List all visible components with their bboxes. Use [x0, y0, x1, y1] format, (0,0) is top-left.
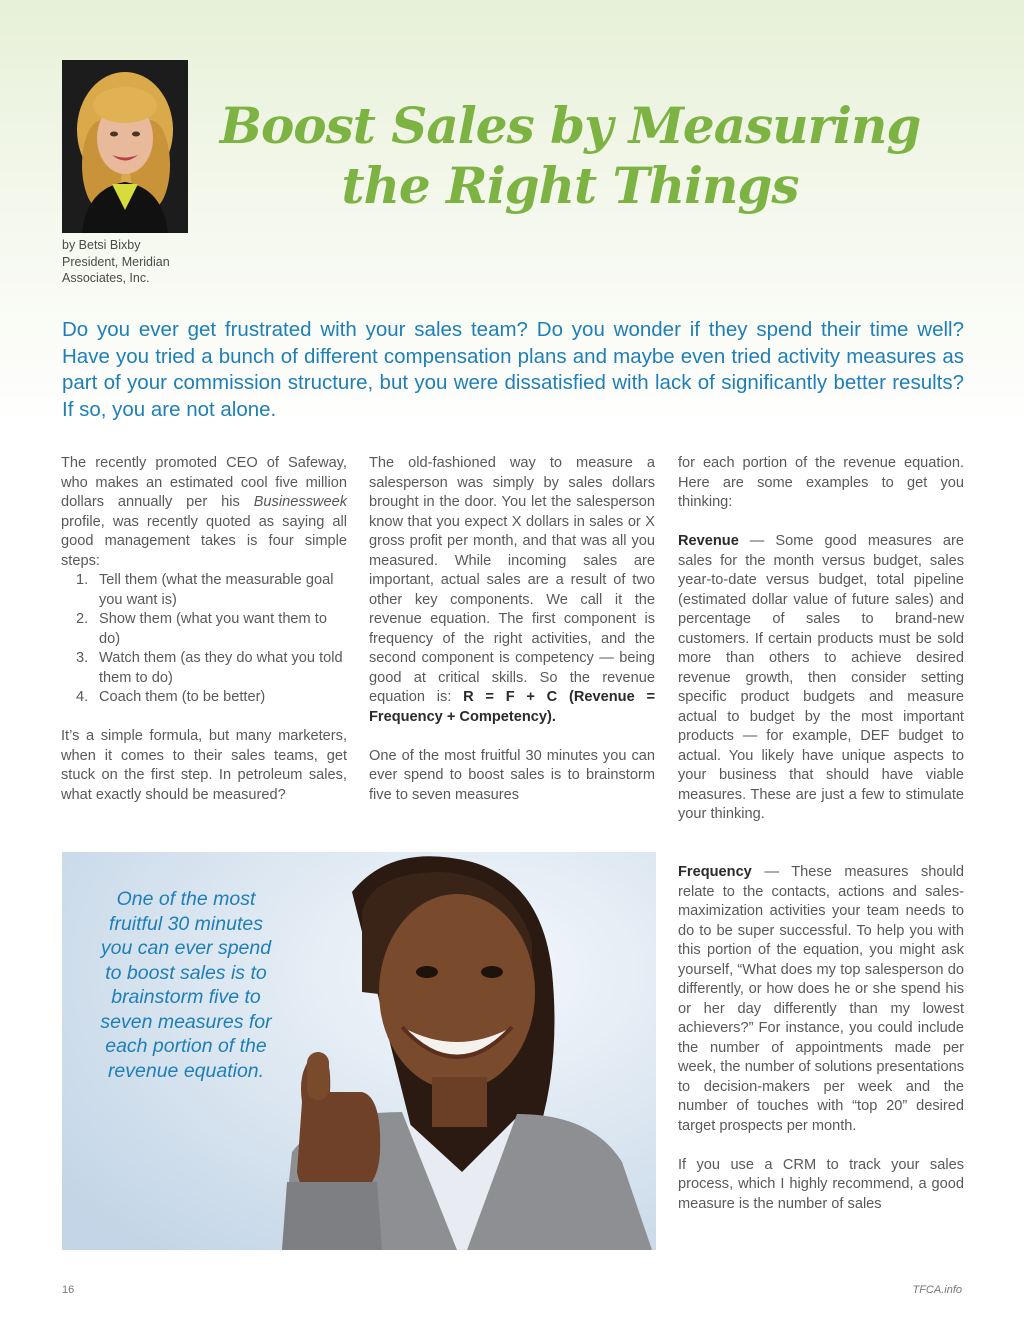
list-item: [61, 649, 347, 688]
pull-quote-line: fruitful 30 minutes: [109, 912, 263, 935]
pull-quote-line: each portion of the: [105, 1035, 267, 1057]
list-item: [61, 610, 347, 649]
col1-intro: [61, 454, 347, 571]
revenue-paragraph: [678, 532, 964, 825]
author-byline: [62, 237, 212, 287]
col1-intro-a: The recently promoted CEO of Safeway, who makes an estimated cool five million dollars annually per his: [61, 455, 347, 510]
list-number: 2.: [76, 611, 89, 627]
pull-quote-line: to boost sales is to: [105, 961, 267, 984]
pull-quote-line: revenue equation.: [107, 1059, 265, 1082]
title-line-2: the Right Things: [341, 156, 799, 215]
list-item: [61, 688, 347, 708]
revenue-label: Revenue: [678, 533, 739, 549]
byline-author: by Betsi Bixby: [62, 238, 141, 252]
list-number: 3.: [76, 650, 89, 666]
article-title: [200, 96, 940, 216]
author-headshot-image: [62, 60, 188, 233]
lead-paragraph: Do you ever get frustrated with your sales team? Do you wonder if they spend their time well? Have you tried a bunch of different compensation plans and maybe even tried activity measures as part of your commission structure, but you were dissatisfied with lack of significantly better results? If so, you are not alone.: [62, 318, 964, 421]
revenue-text: — Some good measures are sales for the month versus budget, sales year-to-date versus budget, total pipeline (estimated dollar value of future sales) and percentage of sales to brand-new customers. If certain products must be sold more than others to achieve desired revenue growth, then consider setting specific product budgets and measure actual to budget by the most important products — for example, DEF budget to actual. You likely have unique aspects to your business that should have viable measures. These are just a few to stimulate your thinking.: [678, 533, 964, 822]
col3-paragraph-1: for each portion of the revenue equation. Here are some examples to get you thinking:: [678, 455, 964, 510]
column-1: [61, 454, 347, 805]
frequency-text: — These measures should relate to the contacts, actions and sales-maximization activities your team needs to do to be super successful. To help you with this portion of the equation, you might ask yourself, “What does my top salesperson do differently, or how does he or she spend his or her day differently than my lowest achievers?” For instance, you could include the number of appointments made per week, the number of solutions presentations to decision-makers per week and the number of touches with “top 20” desired target prospects per month.: [678, 864, 964, 1134]
col2-paragraph-2: One of the most fruitful 30 minutes you can ever spend to boost sales is to brainstorm five to seven measures: [369, 747, 655, 803]
col1-paragraph-2: It’s a simple formula, but many marketers, when it comes to their sales teams, get stuck on the first step. In petroleum sales, what exactly should be measured?: [61, 728, 347, 803]
revenue-formula: R = F + C: [463, 689, 558, 705]
byline-company: Associates, Inc.: [62, 271, 150, 285]
col2-text: The old-fashioned way to measure a salesperson was simply by sales dollars brought in the door. You let the salesperson know that you expect X dollars in sales or X gross profit per month, and that was all you measured. While incoming sales are important, actual sales are a result of two other key components. We call it the revenue equation. The first component is frequency of the right activities, and the second component is competency — being good at critical skills. So the revenue equation is:: [369, 455, 655, 705]
management-steps-list: [61, 571, 347, 708]
title-line-1: Boost Sales by Measuring: [219, 96, 921, 155]
pull-quote-line: seven measures for: [100, 1010, 272, 1033]
byline-role: President, Meridian: [62, 254, 170, 269]
pull-quote-line: brainstorm five to: [111, 986, 261, 1008]
crm-paragraph: If you use a CRM to track your sales process, which I highly recommend, a good measure is the number of sales: [678, 1156, 964, 1212]
publication-name: Businessweek: [253, 494, 347, 510]
col2-paragraph-1: [369, 454, 655, 727]
column-2: [369, 454, 655, 805]
list-text: Show them (what you want them to do): [99, 611, 327, 647]
revenue-formula-expanded: (Revenue = Frequency + Competency).: [369, 689, 655, 725]
pull-quote-line: One of the most: [116, 888, 256, 910]
list-item: [61, 571, 347, 610]
list-number: 4.: [76, 689, 89, 705]
frequency-label: Frequency: [678, 864, 752, 880]
col1-intro-b: profile, was recently quoted as saying all good management takes is four simple steps:: [61, 513, 347, 569]
frequency-paragraph: [678, 863, 964, 1136]
pull-quote-line: you can ever spend: [100, 937, 272, 959]
list-text: Tell them (what the measurable goal you want is): [99, 572, 334, 608]
pull-quote: [86, 887, 286, 1083]
column-3: [678, 454, 964, 825]
list-text: Coach them (to be better): [99, 689, 266, 705]
page-number: 16: [62, 1284, 75, 1296]
author-headshot-illustration: [62, 60, 188, 233]
column-3-lower: [678, 863, 964, 1214]
footer-site-link[interactable]: TFCA.info: [912, 1284, 962, 1296]
list-text: Watch them (as they do what you told them to do): [99, 650, 343, 686]
list-number: 1.: [76, 572, 89, 588]
